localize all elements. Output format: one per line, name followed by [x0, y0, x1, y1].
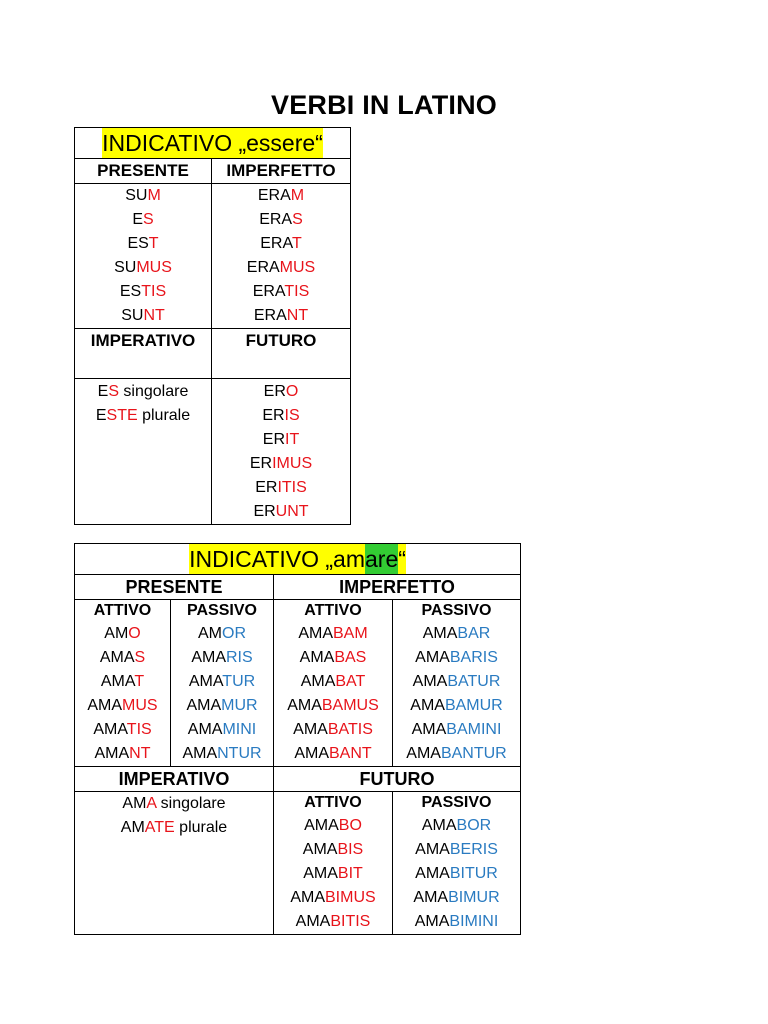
conjugation-line	[393, 838, 520, 862]
conjugation-line	[75, 256, 211, 280]
verb-ending: M	[147, 187, 161, 204]
verb-stem: AMA	[93, 721, 127, 738]
verb-ending: BANT	[329, 745, 372, 762]
verb-ending: MUR	[221, 697, 258, 714]
amare-presente-passivo-label: PASSIVO	[187, 602, 257, 619]
verb-stem: AMA	[303, 865, 338, 882]
verb-stem: AMA	[412, 673, 448, 690]
verb-stem: ERA	[246, 259, 280, 276]
essere-presente-list	[75, 184, 212, 329]
verb-stem: SU	[125, 187, 148, 204]
verb-ending: NT	[143, 307, 165, 324]
verb-ending: S	[143, 211, 154, 228]
amare-header-quote: “	[398, 546, 406, 572]
verb-ending: BAS	[334, 649, 367, 666]
verb-stem: AMA	[411, 721, 447, 738]
amare-header-ending: are	[365, 546, 399, 572]
verb-ending: BIT	[337, 865, 363, 882]
conjugation-line	[274, 694, 392, 718]
verb-stem: AMA	[186, 697, 222, 714]
verb-stem: ES	[127, 235, 149, 252]
conjugation-line	[274, 838, 392, 862]
verb-ending: BO	[338, 817, 362, 834]
essere-imperfetto-label: IMPERFETTO	[212, 159, 351, 184]
amare-presente-attivo-cell	[75, 600, 171, 767]
conjugation-line	[274, 718, 392, 742]
verb-ending: BAMUS	[321, 697, 379, 714]
conjugation-line	[75, 232, 211, 256]
amare-futuro-attivo-cell	[274, 792, 393, 935]
verb-ending: S	[292, 211, 303, 228]
conjugation-line	[171, 646, 273, 670]
amare-header	[75, 544, 521, 575]
verb-ending: IT	[285, 431, 300, 448]
conjugation-line	[274, 742, 392, 766]
conjugation-line	[212, 404, 350, 428]
verb-stem: AMA	[293, 721, 328, 738]
verb-ending: IS	[284, 407, 300, 424]
verb-ending: BANTUR	[440, 745, 507, 762]
conjugation-line	[75, 280, 211, 304]
verb-stem: AMA	[290, 889, 325, 906]
amare-presente-label: PRESENTE	[75, 575, 274, 600]
verb-ending: TIS	[284, 283, 310, 300]
verb-stem: ER	[262, 407, 285, 424]
verb-stem: ERA	[253, 307, 287, 324]
verb-stem: AMA	[99, 649, 135, 666]
verb-stem: AMA	[415, 865, 450, 882]
verb-ending: BAT	[335, 673, 366, 690]
verb-ending: OR	[222, 625, 246, 642]
amare-imperativo-cell	[75, 792, 274, 935]
verb-stem: ER	[249, 455, 273, 472]
conjugation-line	[171, 718, 273, 742]
conjugation-line	[75, 670, 170, 694]
conjugation-line	[393, 694, 520, 718]
verb-ending: TUR	[222, 673, 256, 690]
conjugation-line	[75, 646, 170, 670]
conjugation-line	[393, 742, 520, 766]
amare-imperativo-list	[75, 792, 273, 840]
conjugation-line	[393, 886, 520, 910]
verb-ending: BATUR	[447, 673, 501, 690]
verb-ending: NT	[129, 745, 151, 762]
verb-stem: AMA	[287, 697, 322, 714]
verb-stem: AM	[198, 625, 222, 642]
essere-header	[75, 128, 351, 159]
verb-ending: ATE	[144, 819, 175, 836]
verb-ending: BAMUR	[444, 697, 503, 714]
verb-ending: BAR	[457, 625, 491, 642]
amare-imperfetto-attivo-list	[274, 622, 392, 766]
verb-stem: ERA	[260, 235, 292, 252]
conjugation-line	[212, 256, 350, 280]
verb-stem: AMA	[302, 841, 338, 858]
amare-imperfetto-passivo-cell	[393, 600, 521, 767]
amare-futuro-attivo-label: ATTIVO	[304, 794, 362, 811]
verb-ending: A	[146, 795, 157, 812]
verb-stem: ERA	[252, 283, 285, 300]
verb-ending: MUS	[279, 259, 316, 276]
verb-stem: AM	[120, 819, 145, 836]
conjugation-line	[212, 232, 350, 256]
amare-imperfetto-attivo-cell	[274, 600, 393, 767]
conjugation-line	[393, 622, 520, 646]
verb-ending: MUS	[136, 259, 172, 276]
amare-imperfetto-passivo-list	[393, 622, 520, 766]
essere-header-title: INDICATIVO „essere“	[102, 130, 323, 156]
conjugation-line	[75, 792, 273, 816]
verb-stem: AMA	[410, 697, 445, 714]
conjugation-line	[212, 208, 350, 232]
verb-ending: BAMINI	[446, 721, 502, 738]
conjugation-line	[75, 404, 211, 428]
verb-stem: SU	[114, 259, 137, 276]
verb-ending: TIS	[141, 283, 167, 300]
essere-imperfetto-list	[212, 184, 351, 329]
verb-ending: IMUS	[272, 455, 313, 472]
verb-ending: S	[108, 383, 119, 400]
verb-stem: ERA	[259, 211, 293, 228]
verb-stem: AM	[122, 795, 147, 812]
amare-futuro-passivo-cell	[393, 792, 521, 935]
verb-stem: AMA	[188, 673, 223, 690]
amare-presente-attivo-label: ATTIVO	[93, 602, 152, 619]
conjugation-line	[171, 742, 273, 766]
conjugation-line	[212, 428, 350, 452]
verb-ending: BITUR	[449, 865, 498, 882]
verb-ending: RIS	[226, 649, 253, 666]
page-title: VERBI IN LATINO	[270, 90, 497, 120]
amare-imperfetto-attivo-label: ATTIVO	[304, 602, 362, 619]
verb-note: plurale	[137, 407, 191, 424]
verb-ending: NTUR	[217, 745, 262, 762]
conjugation-line	[171, 670, 273, 694]
amare-imperfetto-passivo-label: PASSIVO	[421, 602, 492, 619]
verb-ending: O	[285, 383, 299, 400]
verb-stem: ER	[263, 383, 286, 400]
verb-stem: AMA	[294, 745, 329, 762]
verb-ending: T	[134, 673, 145, 690]
verb-ending: MUS	[122, 697, 158, 714]
essere-imperativo-label: IMPERATIVO	[75, 329, 212, 379]
amare-imperativo-label: IMPERATIVO	[75, 767, 274, 792]
amare-table	[74, 543, 521, 935]
verb-ending: NT	[286, 307, 309, 324]
amare-header-title: INDICATIVO „am	[189, 546, 366, 572]
conjugation-line	[212, 500, 350, 524]
conjugation-line	[274, 862, 392, 886]
verb-stem: AMA	[413, 889, 449, 906]
conjugation-line	[274, 910, 392, 934]
verb-ending: T	[291, 235, 302, 252]
essere-table	[74, 127, 351, 525]
verb-stem: AMA	[298, 625, 333, 642]
verb-stem: AMA	[304, 817, 339, 834]
verb-ending: BIS	[337, 841, 364, 858]
verb-stem: ERA	[257, 187, 291, 204]
verb-ending: BARIS	[449, 649, 498, 666]
verb-stem: AMA	[295, 913, 331, 930]
verb-ending: UNT	[275, 503, 309, 520]
verb-note: singolare	[156, 795, 226, 812]
conjugation-line	[171, 694, 273, 718]
verb-stem: ES	[119, 283, 142, 300]
verb-ending: MINI	[222, 721, 257, 738]
conjugation-line	[171, 622, 273, 646]
verb-stem: E	[132, 211, 143, 228]
verb-ending: M	[290, 187, 305, 204]
verb-ending: BERIS	[449, 841, 498, 858]
verb-ending: BATIS	[327, 721, 373, 738]
conjugation-line	[393, 670, 520, 694]
verb-stem: AMA	[415, 649, 450, 666]
conjugation-line	[212, 184, 350, 208]
verb-note: singolare	[118, 383, 189, 400]
verb-stem: SU	[121, 307, 144, 324]
verb-stem: AM	[104, 625, 129, 642]
amare-futuro-passivo-list	[393, 814, 520, 934]
conjugation-line	[75, 816, 273, 840]
amare-futuro-attivo-list	[274, 814, 392, 934]
verb-stem: AMA	[406, 745, 441, 762]
essere-presente-label: PRESENTE	[75, 159, 212, 184]
verb-stem: AMA	[300, 673, 336, 690]
conjugation-line	[212, 476, 350, 500]
conjugation-line	[75, 304, 211, 328]
conjugation-line	[274, 670, 392, 694]
amare-futuro-label: FUTURO	[274, 767, 521, 792]
verb-note: plurale	[174, 819, 228, 836]
conjugation-line	[393, 910, 520, 934]
verb-ending: BITIS	[330, 913, 371, 930]
conjugation-line	[393, 718, 520, 742]
verb-ending: BIMUS	[325, 889, 376, 906]
conjugation-line	[212, 304, 350, 328]
conjugation-line	[75, 208, 211, 232]
verb-stem: ER	[253, 503, 276, 520]
verb-stem: E	[95, 407, 107, 424]
verb-stem: AMA	[299, 649, 335, 666]
verb-ending: BIMINI	[449, 913, 499, 930]
conjugation-line	[75, 380, 211, 404]
verb-stem: E	[97, 383, 109, 400]
conjugation-line	[75, 742, 170, 766]
conjugation-line	[75, 694, 170, 718]
amare-imperfetto-label: IMPERFETTO	[274, 575, 521, 600]
verb-stem: AMA	[187, 721, 223, 738]
verb-ending: S	[134, 649, 146, 666]
conjugation-line	[75, 718, 170, 742]
conjugation-line	[274, 622, 392, 646]
verb-stem: AMA	[422, 625, 458, 642]
verb-ending: BIMUR	[448, 889, 500, 906]
verb-ending: BOR	[456, 817, 492, 834]
conjugation-line	[75, 622, 170, 646]
verb-stem: AMA	[182, 745, 218, 762]
verb-ending: STE	[106, 407, 138, 424]
conjugation-line	[393, 862, 520, 886]
essere-futuro-list	[212, 379, 351, 525]
verb-stem: AMA	[100, 673, 135, 690]
verb-stem: AMA	[94, 745, 130, 762]
verb-stem: AMA	[414, 913, 450, 930]
verb-stem: AMA	[415, 841, 450, 858]
amare-presente-attivo-list	[75, 622, 170, 766]
essere-futuro-label: FUTURO	[212, 329, 351, 379]
conjugation-line	[393, 814, 520, 838]
verb-stem: AMA	[191, 649, 226, 666]
essere-imperativo-list	[75, 379, 212, 525]
conjugation-line	[212, 280, 350, 304]
verb-stem: AMA	[421, 817, 457, 834]
amare-presente-passivo-list	[171, 622, 273, 766]
conjugation-line	[274, 814, 392, 838]
verb-ending: O	[128, 625, 141, 642]
verb-ending: TIS	[126, 721, 152, 738]
conjugation-line	[212, 452, 350, 476]
conjugation-line	[274, 886, 392, 910]
verb-ending: T	[148, 235, 159, 252]
conjugation-line	[393, 646, 520, 670]
verb-ending: BAM	[333, 625, 368, 642]
amare-presente-passivo-cell	[171, 600, 274, 767]
verb-stem: ER	[262, 431, 285, 448]
verb-ending: ITIS	[277, 479, 307, 496]
conjugation-line	[75, 184, 211, 208]
conjugation-line	[274, 646, 392, 670]
verb-stem: AMA	[87, 697, 123, 714]
conjugation-line	[212, 380, 350, 404]
amare-futuro-passivo-label: PASSIVO	[421, 794, 492, 811]
verb-stem: ER	[255, 479, 278, 496]
